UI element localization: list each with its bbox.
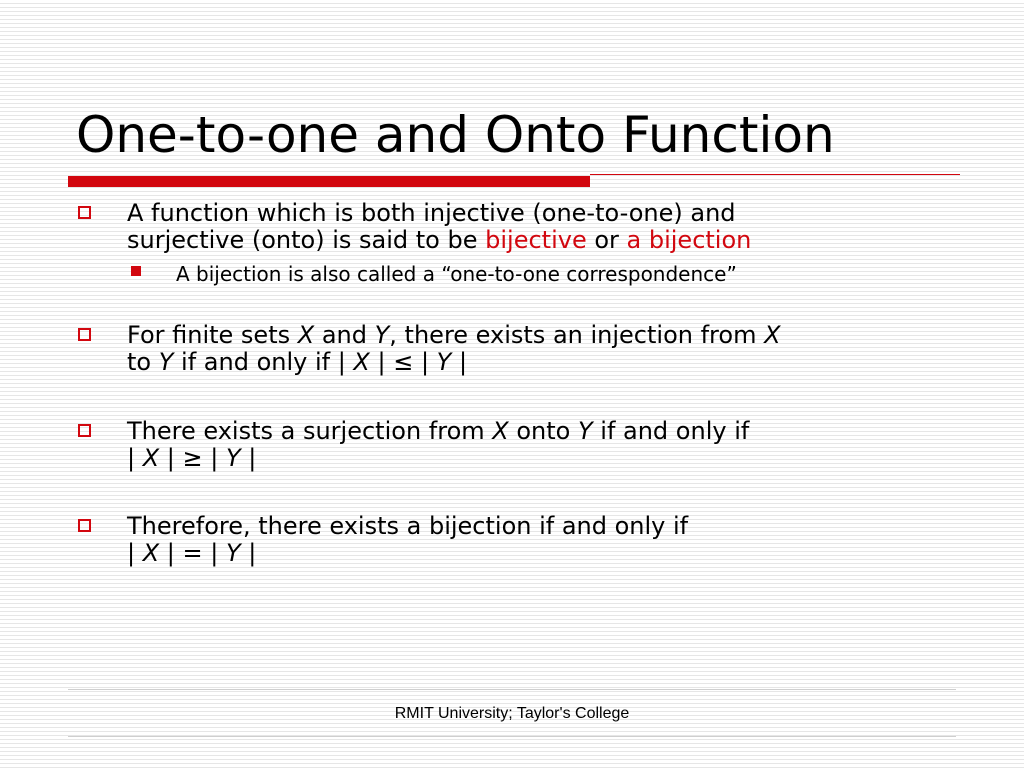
footer-divider-bottom bbox=[68, 736, 956, 737]
var-y: Y bbox=[225, 539, 241, 567]
hollow-square-bullet-icon bbox=[78, 206, 91, 219]
sub-bullet-1: A bijection is also called a “one-to-one correspondence” bbox=[176, 262, 737, 286]
bullet-3-text: There exists a surjection from bbox=[127, 417, 493, 445]
hollow-square-bullet-icon bbox=[78, 519, 91, 532]
bullet-3-text: | bbox=[240, 444, 257, 472]
bullet-3-text: | bbox=[127, 444, 143, 472]
bullet-3-text: onto bbox=[508, 417, 578, 445]
bullet-4-text: | bbox=[240, 539, 257, 567]
bullet-2 bbox=[127, 322, 947, 376]
bullet-2-text: | bbox=[451, 348, 468, 376]
bullet-3-text: if and only if bbox=[592, 417, 750, 445]
bullet-4-text: | = | bbox=[159, 539, 226, 567]
hollow-square-bullet-icon bbox=[78, 424, 91, 437]
bullet-1 bbox=[127, 200, 947, 254]
footer-text: RMIT University; Taylor's College bbox=[394, 705, 630, 722]
title-underline-thick bbox=[68, 176, 590, 187]
hollow-square-bullet-icon bbox=[78, 328, 91, 341]
bullet-2-text: to bbox=[127, 348, 159, 376]
footer-divider-top bbox=[68, 689, 956, 690]
bullet-3-text: | ≥ | bbox=[159, 444, 226, 472]
bullet-4 bbox=[127, 513, 947, 567]
var-x: X bbox=[142, 539, 160, 567]
var-y: Y bbox=[225, 444, 241, 472]
bullet-4-text: | bbox=[127, 539, 143, 567]
var-x: X bbox=[297, 321, 315, 349]
bullet-2-line-2 bbox=[127, 349, 947, 376]
filled-square-bullet-icon bbox=[131, 266, 141, 276]
var-y: Y bbox=[436, 348, 452, 376]
var-x: X bbox=[353, 348, 370, 376]
term-bijective: bijective bbox=[485, 226, 587, 254]
bullet-4-line-2 bbox=[127, 540, 947, 567]
bullet-1-text: surjective (onto) is said to be bbox=[127, 226, 486, 254]
bullet-1-line-1: A function which is both injective (one-to-one) and bbox=[127, 199, 736, 227]
term-a-bijection: a bijection bbox=[626, 226, 752, 254]
bullet-3 bbox=[127, 418, 947, 472]
var-y: Y bbox=[158, 348, 174, 376]
var-x: X bbox=[492, 417, 509, 445]
bullet-2-text: and bbox=[314, 321, 375, 349]
bullet-2-text: For finite sets bbox=[127, 321, 298, 349]
bullet-2-line-1 bbox=[127, 322, 947, 349]
bullet-3-line-2 bbox=[127, 445, 947, 472]
bullet-2-text: , there exists an injection from bbox=[389, 321, 765, 349]
bullet-4-line-1: Therefore, there exists a bijection if and only if bbox=[127, 512, 689, 540]
slide-title: One-to-one and Onto Function bbox=[76, 106, 835, 164]
bullet-1-line-2 bbox=[127, 227, 947, 254]
bullet-3-line-1 bbox=[127, 418, 947, 445]
title-underline-thin bbox=[590, 174, 960, 175]
var-x: X bbox=[142, 444, 160, 472]
bullet-2-text: | ≤ | bbox=[369, 348, 437, 376]
var-y: Y bbox=[374, 321, 390, 349]
bullet-2-text: if and only if | bbox=[173, 348, 354, 376]
var-y: Y bbox=[577, 417, 593, 445]
bullet-1-text: or bbox=[586, 226, 627, 254]
var-x: X bbox=[764, 321, 781, 349]
